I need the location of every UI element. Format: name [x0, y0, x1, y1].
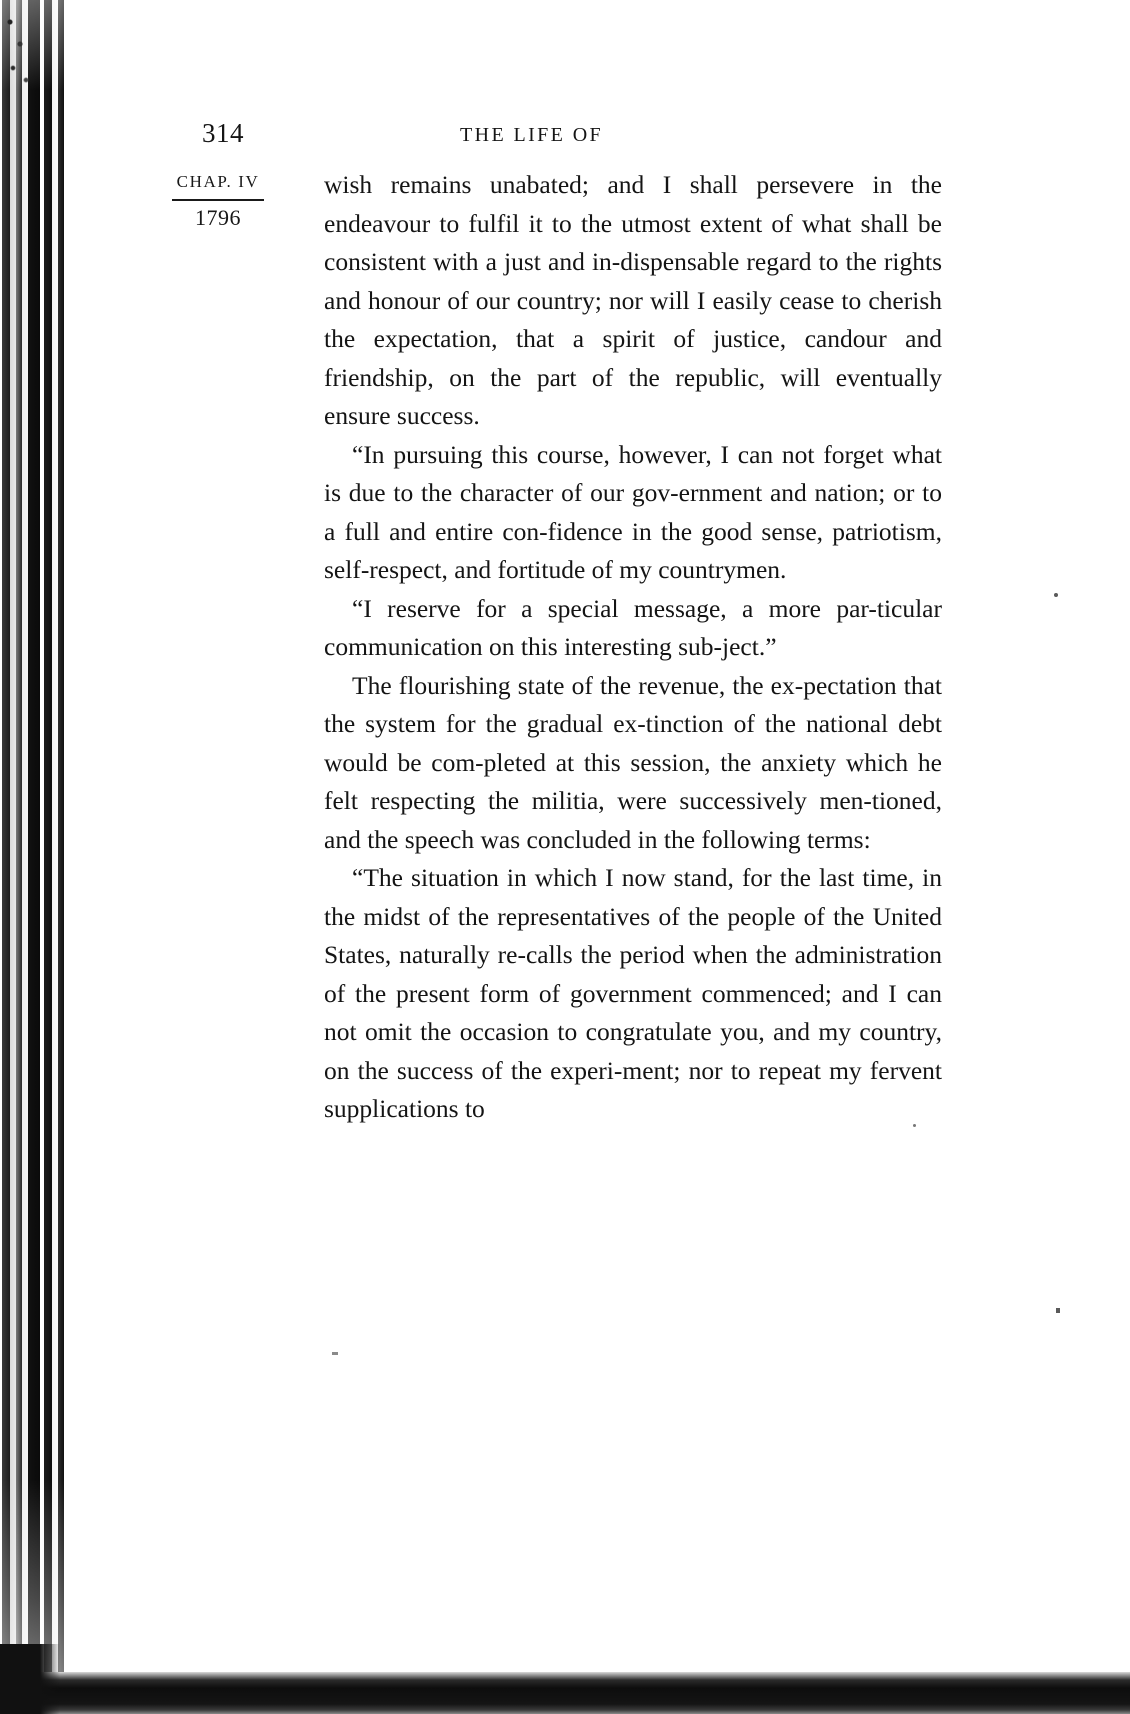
chapter-label: CHAP. IV	[176, 172, 260, 191]
year-label: 1796	[195, 205, 241, 230]
scan-speck	[1054, 593, 1058, 597]
paragraph: “The situation in which I now stand, for the last time, in the midst of the representatives of the people of the United States, naturally re-calls the period when the administration of the present form of government commenced; and I can not omit the occasion to congratulate you, and my country, on the success of the experi-ment; nor to repeat my fervent supplications to	[324, 863, 942, 1123]
running-head: THE LIFE OF	[460, 124, 604, 146]
body-text	[324, 166, 942, 1129]
paragraph: “In pursuing this course, however, I can not forget what is due to the character of our gov-ernment and nation; or to a full and entire con-fidence in the good sense, patriotism, self-respect, and fortitude of my countrymen.	[324, 439, 942, 584]
scan-gutter-fade	[0, 0, 78, 1714]
book-page	[78, 0, 1130, 1714]
page-header	[78, 118, 958, 152]
scan-speck	[332, 1352, 338, 1355]
scan-speck	[1056, 1308, 1060, 1313]
scan-edge-artifact	[0, 1644, 1130, 1714]
paragraph: “I reserve for a special message, a more par-ticular communication on this interesting sub-ject.”	[324, 593, 942, 661]
scan-speck	[913, 1124, 916, 1127]
page-number: 314	[202, 118, 244, 148]
marginal-note	[130, 172, 306, 231]
scan-speckle-artifact	[4, 10, 34, 90]
sidenote-divider	[172, 199, 264, 201]
paragraph: The flourishing state of the revenue, the ex-pectation that the system for the gradual ex-tinction of the national debt would be com-pleted at this session, the anxiety which he felt respecting the militia, were successively men-tioned, and the speech was concluded in the following terms:	[324, 670, 942, 854]
paragraph: wish remains unabated; and I shall persevere in the endeavour to fulfil it to the utmost extent of what shall be consistent with a just and in-dispensable regard to the rights and honour of our country; nor will I easily cease to cherish the expectation, that a spirit of justice, candour and friendship, on the part of the republic, will eventually ensure success.	[324, 170, 942, 430]
